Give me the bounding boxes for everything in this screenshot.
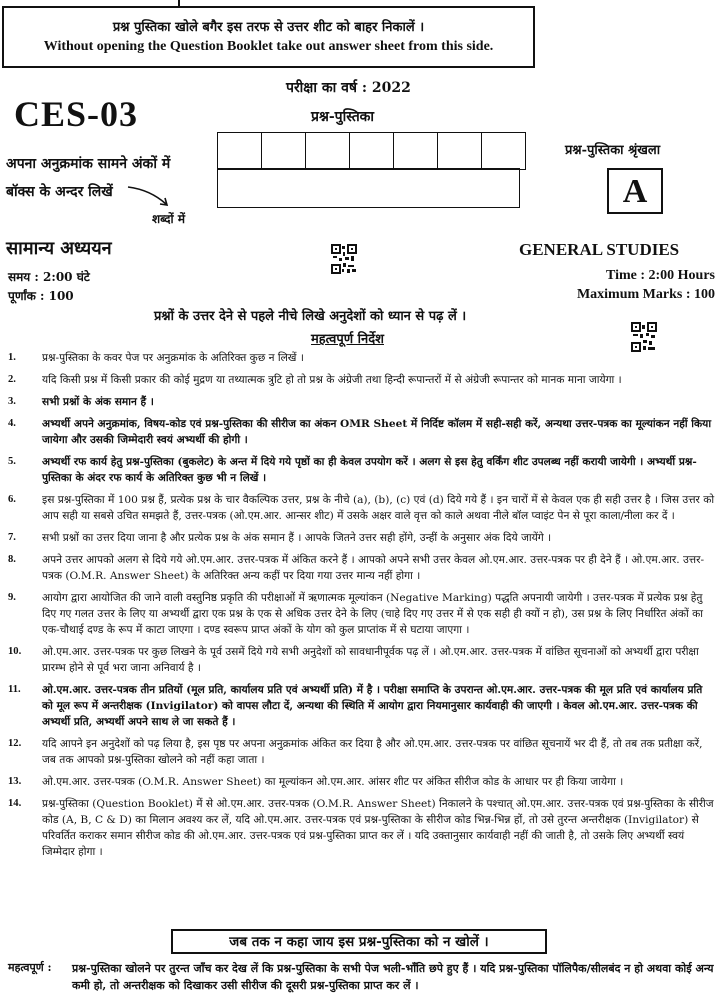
instruction-number: 14.: [8, 798, 22, 809]
marks-english: Maximum Marks : 100: [576, 287, 715, 302]
instruction-item: [8, 350, 716, 366]
instruction-item: [8, 492, 716, 524]
instruction-number: 4.: [8, 418, 16, 429]
instruction-number: 11.: [8, 684, 21, 695]
instruction-text: ओ.एम.आर. उत्तर-पत्रक पर कुछ लिखने के पूर्व उसमें दिये गये सभी अनुदेशों को सावधानीपूर्वक पढ़ लें । ओ.एम.आर. उत्तर-पत्रक में वांछित सूचनाओं को अभ्यर्थी द्वारा परीक्षा प्रारम्भ होने से पूर्व भरा जाना अनिवार्य है ।: [42, 646, 699, 674]
important-note: प्रश्न-पुस्तिका खोलने पर तुरन्त जाँच कर देख लें कि प्रश्न-पुस्तिका के सभी पेज भली-भाँति छपे हुए हैं । यदि प्रश्न-पुस्तिका पॉलिपैक/सीलबंद न हो अथवा कोई अन्य कमी हो, तो अन्तरीक्षक को दिखाकर उसी सीरीज की दूसरी प्रश्न-पुस्तिका प्राप्त कर लें ।: [72, 962, 714, 992]
roll-label-line1: अपना अनुक्रमांक सामने अंकों में: [6, 156, 171, 172]
instruction-text: अभ्यर्थी रफ कार्य हेतु प्रश्न-पुस्तिका (बुकलेट) के अन्त में दिये गये पृष्ठों का ही केवल उपयोग करें । अलग से इस हेतु वर्किंग शीट उपलब्ध नहीं करायी जायेगी । अभ्यर्थी प्रश्न-पुस्तिका के अंदर रफ कार्य के अतिरिक्त कुछ भी न लिखें ।: [42, 456, 697, 484]
instruction-item: [8, 372, 716, 388]
instruction-number: 10.: [8, 646, 22, 657]
subject-hindi: सामान्य अध्ययन: [6, 238, 112, 259]
top-notice-box: [2, 6, 535, 68]
instruction-number: 8.: [8, 554, 16, 565]
roll-digit-box[interactable]: [261, 132, 306, 170]
instruction-number: 3.: [8, 396, 16, 407]
roll-digit-box[interactable]: [481, 132, 526, 170]
instruction-text: ओ.एम.आर. उत्तर-पत्रक तीन प्रतियों (मूल प्रति, कार्यालय प्रति एवं अभ्यर्थी प्रति) में है । परीक्षा समाप्ति के उपरान्त ओ.एम.आर. उत्तर-पत्रक की मूल प्रति एवं कार्यालय प्रति को मूल रूप में अन्तरीक्षक (Invigilator) को वापस लौटा दें, अन्यथा की स्थिति में आयोग द्वारा नियमानुसार कार्यवाही की जाएगी । केवल ओ.एम.आर. उत्तर-पत्रक की अभ्यर्थी प्रति, अभ्यर्थी अपने साथ ले जा सकते हैं ।: [42, 684, 703, 728]
roll-number-words-box[interactable]: [218, 169, 520, 208]
marks-hindi: पूर्णांक : 100: [8, 289, 74, 303]
instruction-number: 9.: [8, 592, 16, 603]
instruction-item: [8, 682, 716, 730]
instruction-item: [8, 796, 716, 860]
instruction-item: [8, 590, 716, 638]
instruction-number: 7.: [8, 532, 16, 543]
instruction-text: सभी प्रश्नों का उत्तर दिया जाना है और प्रत्येक प्रश्न के अंक समान हैं । आपके जितने उत्तर सही होंगे, उन्हीं के अनुसार अंक दिये जायेंगे ।: [42, 532, 552, 544]
instruction-item: [8, 552, 716, 584]
top-notice-hindi: प्रश्न पुस्तिका खोले बगैर इस तरफ से उत्तर शीट को बाहर निकालें ।: [112, 20, 425, 35]
instruction-item: [8, 530, 716, 546]
instruction-item: [8, 644, 716, 676]
instruction-text: अपने उत्तर आपको अलग से दिये गये ओ.एम.आर. उत्तर-पत्रक में अंकित करने हैं । आपको अपने सभी उत्तर केवल ओ.एम.आर. उत्तर-पत्रक पर ही देने हैं । ओ.एम.आर. उत्तर-पत्रक (O.M.R. Answer Sheet) के अतिरिक्त अन्य कहीं पर दिया गया उत्तर मान्य नहीं होगा ।: [42, 554, 705, 582]
instruction-item: [8, 774, 716, 790]
instruction-number: 2.: [8, 374, 16, 385]
qr-code-icon: [331, 244, 357, 274]
instruction-item: [8, 416, 716, 448]
roll-digit-box[interactable]: [349, 132, 394, 170]
do-not-open-notice: जब तक न कहा जाय इस प्रश्न-पुस्तिका को न खोलें ।: [171, 929, 547, 954]
roll-digit-box[interactable]: [393, 132, 438, 170]
instruction-text: प्रश्न-पुस्तिका के कवर पेज पर अनुक्रमांक के अतिरिक्त कुछ न लिखें ।: [42, 352, 304, 364]
instruction-item: [8, 454, 716, 486]
instructions-title: महत्वपूर्ण निर्देश: [311, 332, 384, 347]
instruction-text: सभी प्रश्नों के अंक समान हैं ।: [42, 396, 154, 408]
booklet-label: प्रश्न-पुस्तिका: [311, 109, 375, 125]
instruction-text: प्रश्न-पुस्तिका (Question Booklet) में से ओ.एम.आर. उत्तर-पत्रक (O.M.R. Answer Sheet) निकालने के पश्चात् ओ.एम.आर. उत्तर-पत्रक एवं प्रश्न-पुस्तिका के सीरीज कोड (A, B, C & D) का मिलान अवश्य कर लें, यदि ओ.एम.आर. उत्तर-पत्रक एवं प्रश्न-पुस्तिका के सीरीज कोड भिन्न-भिन्न हों, तो उसे तुरन्त अन्तरीक्षक (Invigilator) से परिवर्तित कराकर समान सीरीज कोड की ओ.एम.आर. उत्तर-पत्रक एवं प्रश्न-पुस्तिका प्राप्त कर लें । यदि उक्तानुसार कार्यवाही नहीं की जाती है, तो उसके लिए अभ्यर्थी स्वयं जिम्मेदार होगा ।: [42, 798, 714, 858]
roll-number-digit-boxes[interactable]: [218, 133, 526, 170]
roll-digit-box[interactable]: [217, 132, 262, 170]
roll-digit-box[interactable]: [305, 132, 350, 170]
instruction-item: [8, 394, 716, 410]
read-instructions-line: प्रश्नों के उत्तर देने से पहले नीचे लिखे अनुदेशों को ध्यान से पढ़ लें ।: [154, 309, 467, 324]
instruction-number: 1.: [8, 352, 16, 363]
instruction-text: इस प्रश्न-पुस्तिका में 100 प्रश्न हैं, प्रत्येक प्रश्न के चार वैकल्पिक उत्तर, प्रश्न के नीचे (a), (b), (c) एवं (d) दिये गये हैं । इन चारों में से केवल एक ही सही उत्तर है । जिस उत्तर को आप सही या सबसे उचित समझते हैं, उत्तर-पत्रक (ओ.एम.आर. आन्सर शीट) में उसके अक्षर वाले वृत्त को काले अथवा नीले बॉल प्वाइंट पेन से पूरा काला/नीला कर दें ।: [42, 494, 715, 522]
roll-label-line2: बॉक्स के अन्दर लिखें: [6, 184, 113, 200]
instruction-text: ओ.एम.आर. उत्तर-पत्रक (O.M.R. Answer Sheet) का मूल्यांकन ओ.एम.आर. आंसर शीट पर अंकित सीरीज कोड के आधार पर ही किया जायेगा ।: [42, 776, 624, 788]
subject-english: GENERAL STUDIES: [519, 240, 680, 259]
exam-year: परीक्षा का वर्ष : 2022: [286, 80, 411, 96]
instruction-text: अभ्यर्थी अपने अनुक्रमांक, विषय-कोड एवं प्रश्न-पुस्तिका की सीरीज का अंकन OMR Sheet में निर्दिष्ट कॉलम में सही-सही करें, अन्यथा उत्तर-पत्रक का मूल्यांकन नहीं किया जायेगा और उसकी जिम्मेदारी स्वयं अभ्यर्थी की होगी ।: [42, 418, 712, 446]
arrow-icon: [126, 185, 172, 209]
instruction-number: 13.: [8, 776, 22, 787]
important-label: महत्वपूर्ण :: [8, 961, 52, 974]
instruction-number: 6.: [8, 494, 16, 505]
instruction-number: 5.: [8, 456, 16, 467]
instruction-text: यदि आपने इन अनुदेशों को पढ़ लिया है, इस पृष्ठ पर अपना अनुक्रमांक अंकित कर दिया है और ओ.एम.आर. उत्तर-पत्रक पर वांछित सूचनायें भर दी हैं, तो तब तक प्रतीक्षा करें, जब तक आपको प्रश्न-पुस्तिका खोलने को नहीं कहा जाता ।: [42, 738, 703, 766]
time-hindi: समय : 2:00 घंटे: [8, 270, 90, 284]
series-label: प्रश्न-पुस्तिका श्रृंखला: [565, 143, 661, 158]
instruction-number: 12.: [8, 738, 22, 749]
paper-code: CES-03: [14, 94, 139, 134]
instruction-text: यदि किसी प्रश्न में किसी प्रकार की कोई मुद्रण या तथ्यात्मक त्रुटि हो तो प्रश्न के अंग्रेजी तथा हिन्दी रूपान्तरों में से अंग्रेजी रूपान्तर को मानक माना जायेगा ।: [42, 374, 622, 386]
roll-digit-box[interactable]: [437, 132, 482, 170]
qr-code-icon: [631, 322, 657, 352]
words-label: शब्दों में: [152, 212, 185, 226]
time-english: Time : 2:00 Hours: [605, 268, 715, 283]
roll-words-field[interactable]: [217, 168, 520, 208]
series-value-box: A: [607, 168, 663, 214]
instruction-text: आयोग द्वारा आयोजित की जाने वाली वस्तुनिष्ठ प्रकृति की परीक्षाओं में ऋणात्मक मूल्यांकन (Negative Marking) पद्धति अपनायी जायेगी । उत्तर-पत्रक में प्रत्येक प्रश्न हेतु दिए गए गलत उत्तर के लिए या अभ्यर्थी द्वारा एक प्रश्न के एक से अधिक उत्तर देने के लिए (चाहे दिए गए उत्तर में से एक सही ही क्यों न हो), उस प्रश्न के लिए निर्धारित अंकों का एक-चौथाई दण्ड के रूप में काटा जाएगा । दण्ड स्वरूप प्राप्त अंकों के योग को कुल प्राप्तांक में से घटाया जाएगा ।: [42, 592, 704, 636]
top-notice-english: Without opening the Question Booklet take out answer sheet from this side.: [43, 39, 494, 54]
instruction-item: [8, 736, 716, 768]
instructions-list: [8, 350, 716, 866]
